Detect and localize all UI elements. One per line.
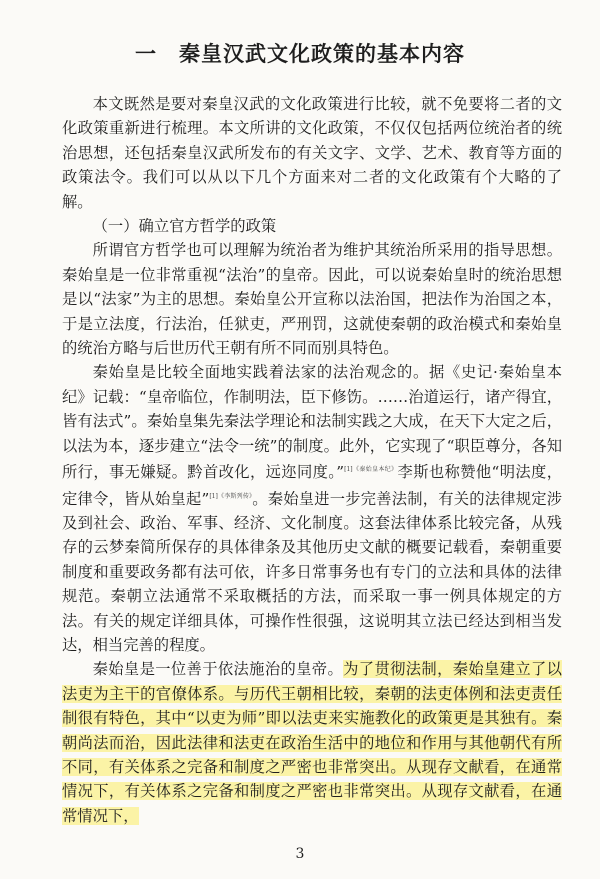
paragraph-law-officials (62, 657, 562, 828)
paragraph-text: 秦始皇是一位善于依法施治的皇帝。 (92, 660, 344, 679)
page-number: 3 (295, 846, 305, 862)
citation-note: [1]《李斯列传》 (209, 492, 253, 500)
paragraph-official-philosophy: 所谓官方哲学也可以理解为统治者为维护其统治所采用的指导思想。秦始皇是一位非常重视“法治”的皇帝。因此，可以说秦始皇时的统治思想是以“法家”为主的思想。秦始皇公开宣称以法治国，把法作为治国之本，于是立法度，行法治，任狱吏，严刑罚，这就使秦朝的政治模式和秦始皇的统治方略与后世历代王朝有所不同而别具特色。 (62, 241, 562, 358)
paragraph-legalist-practice (62, 360, 562, 657)
highlighted-text: 为了贯彻法制，秦始皇建立了以法吏为主干的官僚体系。与历代王朝相比较，秦朝的法吏体例和法吏责任制很有特色，其中“以吏为师”即以法吏来实施教化的政策更是其独有。秦朝尚法而治，因此法律和法吏在政治生活中的地位和作用与其他朝代有所不同，有关体系之完备和制度之严密也非常突出。从现存文献看，在通常情况下，有关体系之完备和制度之严密也非常突出。从现存文献看，在通常情况下， (62, 660, 562, 825)
intro-paragraph: 本文既然是要对秦皇汉武的文化政策进行比较，就不免要将二者的文化政策重新进行梳理。本文所讲的文化政策，不仅仅包括两位统治者的统治思想，还包括秦皇汉武所发布的有关文字、文学、艺术、教育等方面的政策法令。我们可以从以下几个方面来对二者的文化政策有个大略的了解。 (62, 95, 562, 211)
body-text (62, 92, 562, 828)
paragraph-text: 李斯也称赞他“明法度，定律令，皆从始皇起” (62, 463, 562, 508)
citation-note: [1]《秦始皇本纪》 (344, 466, 398, 474)
paragraph-text: 。秦始皇进一步完善法制，有关的法律规定涉及到社会、政治、军事、经济、文化制度。这套法律体系比较完备，从残存的云梦秦简所保存的具体律条及其他历史文献的概要记载看，秦朝重要制度和重要政务都有法可依，许多日常事务也有专门的立法和具体的法律规范。秦朝立法通常不采取概括的方法，而采取一事一例具体规定的方法。有关的规定详细具体，可操作性很强，这说明其立法已经达到相当发达，相当完善的程度。 (62, 489, 562, 654)
paragraph-text: 秦始皇是比较全面地实践着法家的法治观念的。据《史记·秦始皇本纪》记载：“皇帝临位，作制明法，臣下修饬。……治道运行，诸产得宜，皆有法式”。秦始皇集先秦法学理论和法制实践之大成，在天下大定之后，以法为本，逐步建立“法令一统”的制度。此外，它实现了“职臣尊分，各知所行，事无嫌疑。黔首改化，远迩同度。” (62, 363, 562, 482)
page-title: 一 秦皇汉武文化政策的基本内容 (135, 42, 465, 66)
section-heading: （一）确立官方哲学的政策 (92, 217, 277, 236)
